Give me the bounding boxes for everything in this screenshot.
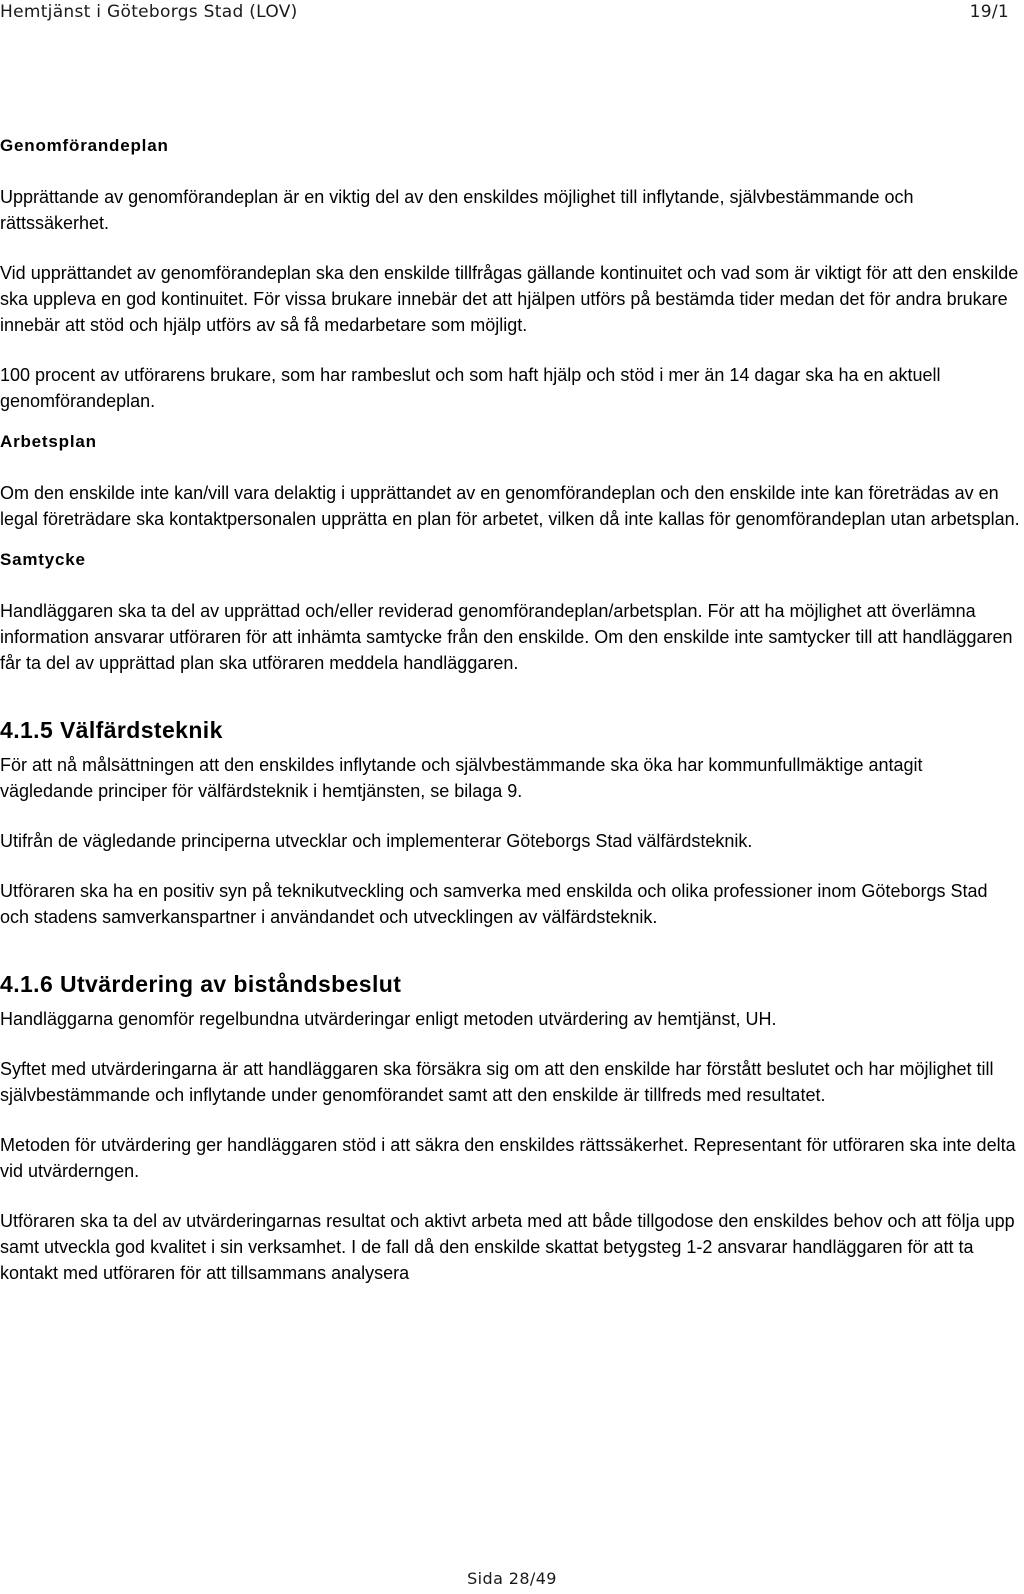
paragraph: Vid upprättandet av genomförandeplan ska den enskilde tillfrågas gällande kontinuitet och vad som är viktigt för att den enskilde ska uppleva en god kontinuitet. För vissa brukare innebär det att hjälpen utförs på bestämda tider medan det för andra brukare innebär att stöd och hjälp utförs av så få medarbetare som möjligt.: [0, 263, 1019, 335]
paragraph: Utföraren ska ha en positiv syn på teknikutveckling och samverka med enskilda och olika professioner inom Göteborgs Stad och stadens samverkanspartner i användandet och utvecklingen av välfärdsteknik.: [0, 881, 988, 927]
subheading-genomforandeplan: Genomförandeplan: [0, 136, 169, 155]
paragraph: Utifrån de vägledande principerna utvecklar och implementerar Göteborgs Stad välfärdsteknik.: [0, 831, 753, 851]
paragraph: För att nå målsättningen att den enskildes inflytande och självbestämmande ska öka har kommunfullmäktige antagit vägledande principer för välfärdsteknik i hemtjänsten, se bilaga 9.: [0, 755, 923, 801]
subheading-samtycke: Samtycke: [0, 550, 86, 569]
paragraph: Handläggaren ska ta del av upprättad och/eller reviderad genomförandeplan/arbetsplan. För att ha möjlighet att överlämna information ansvarar utföraren för att inhämta samtycke från den enskilde. Om den enskilde inte samtycker till att handläggaren får ta del av upprättad plan ska utföraren meddela handläggaren.: [0, 601, 1013, 673]
paragraph: Metoden för utvärdering ger handläggaren stöd i att säkra den enskildes rättssäkerhet. Representant för utföraren ska inte delta vid utvärderngen.: [0, 1135, 1016, 1181]
page-header: [0, 2, 1020, 30]
paragraph: Utföraren ska ta del av utvärderingarnas resultat och aktivt arbeta med att både tillgodose den enskildes behov och att följa upp samt utveckla god kvalitet i sin verksamhet. I de fall då den enskilde skattat betygsteg 1-2 ansvarar handläggaren för att ta kontakt med utföraren för att tillsammans analysera: [0, 1211, 1015, 1283]
document-number: 19/1: [969, 2, 1009, 22]
section-heading-4-1-5: 4.1.5 Välfärdsteknik: [0, 717, 223, 743]
paragraph: Syftet med utvärderingarna är att handläggaren ska försäkra sig om att den enskilde har förstått beslutet och har möjlighet till självbestämmande och inflytande under genomförandet samt att den enskilde är tillfreds med resultatet.: [0, 1059, 994, 1105]
subheading-arbetsplan: Arbetsplan: [0, 432, 97, 451]
paragraph: Upprättande av genomförandeplan är en viktig del av den enskildes möjlighet till inflytande, självbestämmande och rättssäkerhet.: [0, 187, 914, 233]
document-body: [0, 136, 1020, 1310]
section-heading-4-1-6: 4.1.6 Utvärdering av biståndsbeslut: [0, 971, 402, 997]
document-title: Hemtjänst i Göteborgs Stad (LOV): [0, 2, 298, 22]
page-footer: [0, 1569, 1024, 1588]
paragraph: Om den enskilde inte kan/vill vara delaktig i upprättandet av en genomförandeplan och den enskilde inte kan företrädas av en legal företrädare ska kontaktpersonalen upprätta en plan för arbetet, vilken då inte kallas för genomförandeplan utan arbetsplan.: [0, 483, 1020, 529]
paragraph: Handläggarna genomför regelbundna utvärderingar enligt metoden utvärdering av hemtjänst, UH.: [0, 1009, 777, 1029]
page-number: Sida 28/49: [467, 1569, 557, 1588]
paragraph: 100 procent av utförarens brukare, som har rambeslut och som haft hjälp och stöd i mer än 14 dagar ska ha en aktuell genomförandeplan.: [0, 365, 941, 411]
